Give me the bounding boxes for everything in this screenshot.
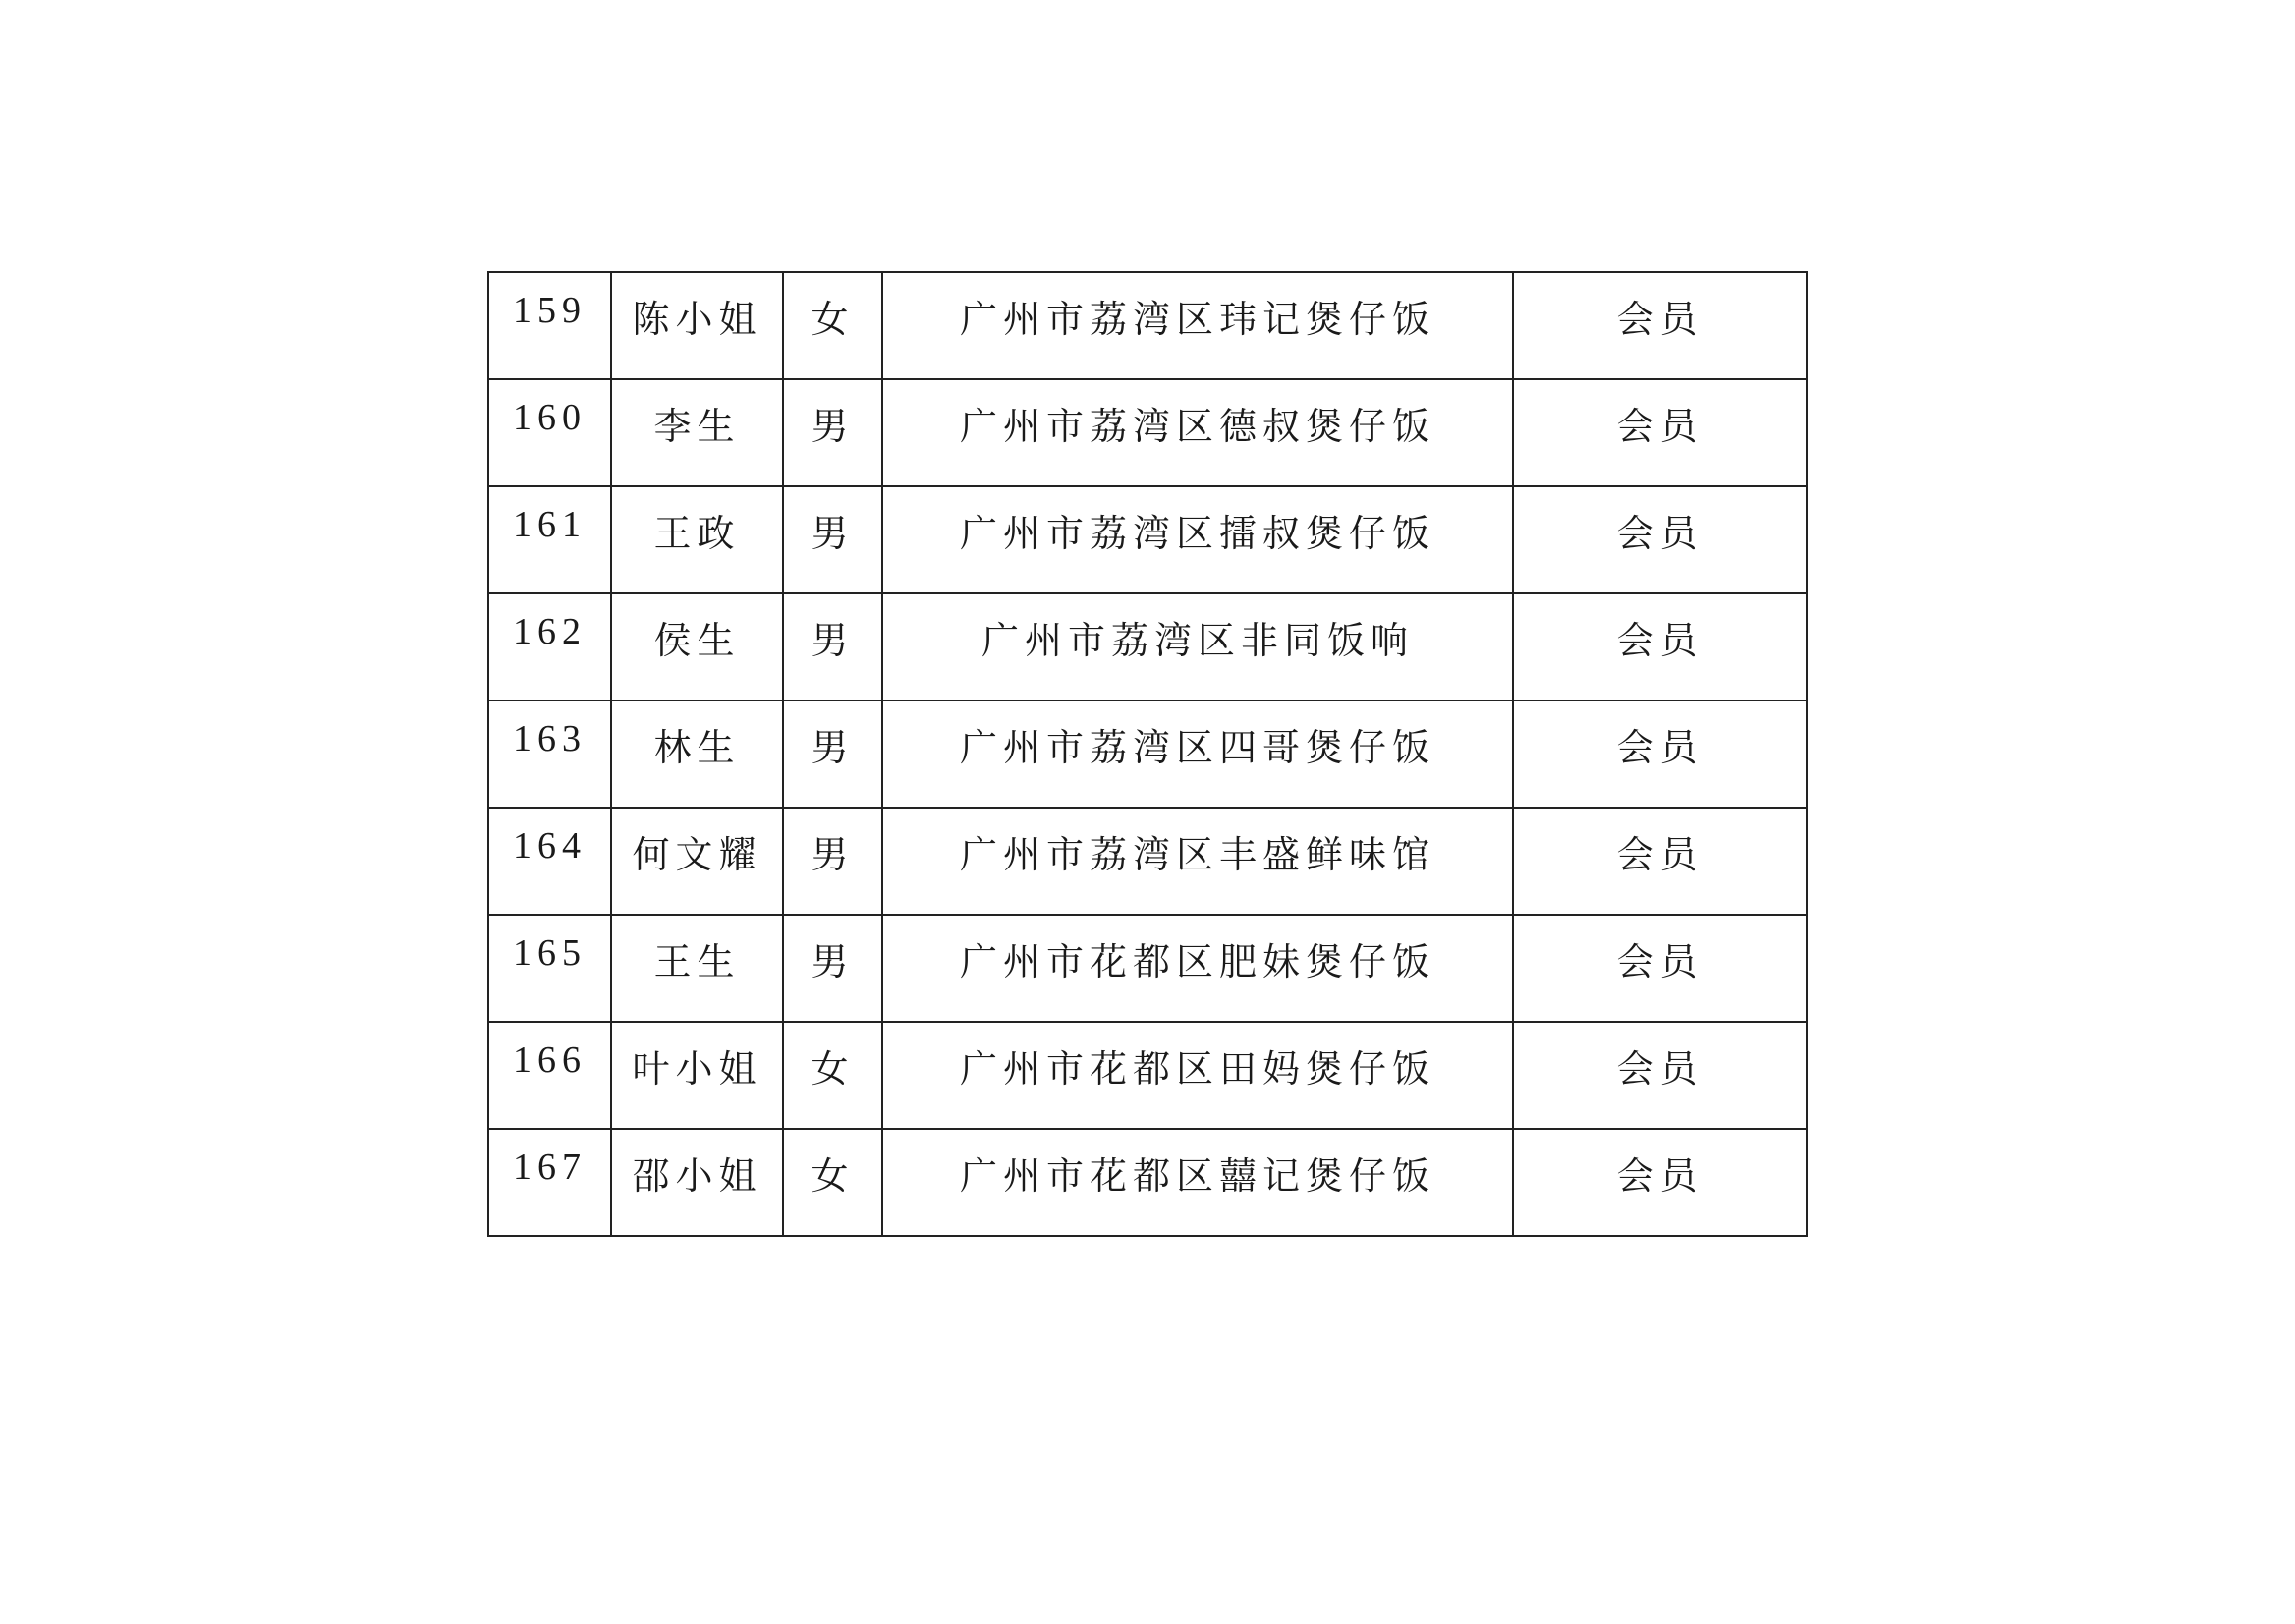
member-role: 会员 — [1513, 379, 1807, 486]
member-role: 会员 — [1513, 700, 1807, 808]
member-role: 会员 — [1513, 593, 1807, 700]
row-number: 167 — [488, 1129, 611, 1236]
shop-name: 广州市荔湾区德叔煲仔饭 — [882, 379, 1513, 486]
member-name: 叶小姐 — [611, 1022, 783, 1129]
member-role: 会员 — [1513, 1022, 1807, 1129]
member-name: 陈小姐 — [611, 272, 783, 379]
shop-name: 广州市荔湾区丰盛鲜味馆 — [882, 808, 1513, 915]
member-gender: 男 — [783, 486, 882, 593]
table-row — [488, 272, 1807, 379]
member-gender: 女 — [783, 1022, 882, 1129]
member-role: 会员 — [1513, 808, 1807, 915]
member-role: 会员 — [1513, 272, 1807, 379]
table-row — [488, 915, 1807, 1022]
member-role: 会员 — [1513, 1129, 1807, 1236]
member-name: 何文耀 — [611, 808, 783, 915]
shop-name: 广州市花都区肥妹煲仔饭 — [882, 915, 1513, 1022]
row-number: 164 — [488, 808, 611, 915]
table-row — [488, 808, 1807, 915]
table-row — [488, 700, 1807, 808]
member-role: 会员 — [1513, 915, 1807, 1022]
row-number: 160 — [488, 379, 611, 486]
member-gender: 男 — [783, 808, 882, 915]
shop-name: 广州市荔湾区玮记煲仔饭 — [882, 272, 1513, 379]
member-role: 会员 — [1513, 486, 1807, 593]
table-row — [488, 379, 1807, 486]
row-number: 161 — [488, 486, 611, 593]
row-number: 166 — [488, 1022, 611, 1129]
shop-name: 广州市花都区囍记煲仔饭 — [882, 1129, 1513, 1236]
table-row — [488, 1129, 1807, 1236]
member-gender: 男 — [783, 379, 882, 486]
member-name: 邵小姐 — [611, 1129, 783, 1236]
row-number: 165 — [488, 915, 611, 1022]
member-name: 王政 — [611, 486, 783, 593]
table-row — [488, 486, 1807, 593]
member-name: 李生 — [611, 379, 783, 486]
member-name: 林生 — [611, 700, 783, 808]
member-table — [487, 271, 1808, 1237]
row-number: 163 — [488, 700, 611, 808]
member-gender: 男 — [783, 700, 882, 808]
shop-name: 广州市荔湾区擂叔煲仔饭 — [882, 486, 1513, 593]
shop-name: 广州市花都区田妈煲仔饭 — [882, 1022, 1513, 1129]
shop-name: 广州市荔湾区四哥煲仔饭 — [882, 700, 1513, 808]
member-name: 侯生 — [611, 593, 783, 700]
member-gender: 男 — [783, 593, 882, 700]
table-row — [488, 1022, 1807, 1129]
member-gender: 女 — [783, 1129, 882, 1236]
row-number: 162 — [488, 593, 611, 700]
member-gender: 女 — [783, 272, 882, 379]
member-gender: 男 — [783, 915, 882, 1022]
row-number: 159 — [488, 272, 611, 379]
table-row — [488, 593, 1807, 700]
shop-name: 广州市荔湾区非同饭响 — [882, 593, 1513, 700]
member-name: 王生 — [611, 915, 783, 1022]
